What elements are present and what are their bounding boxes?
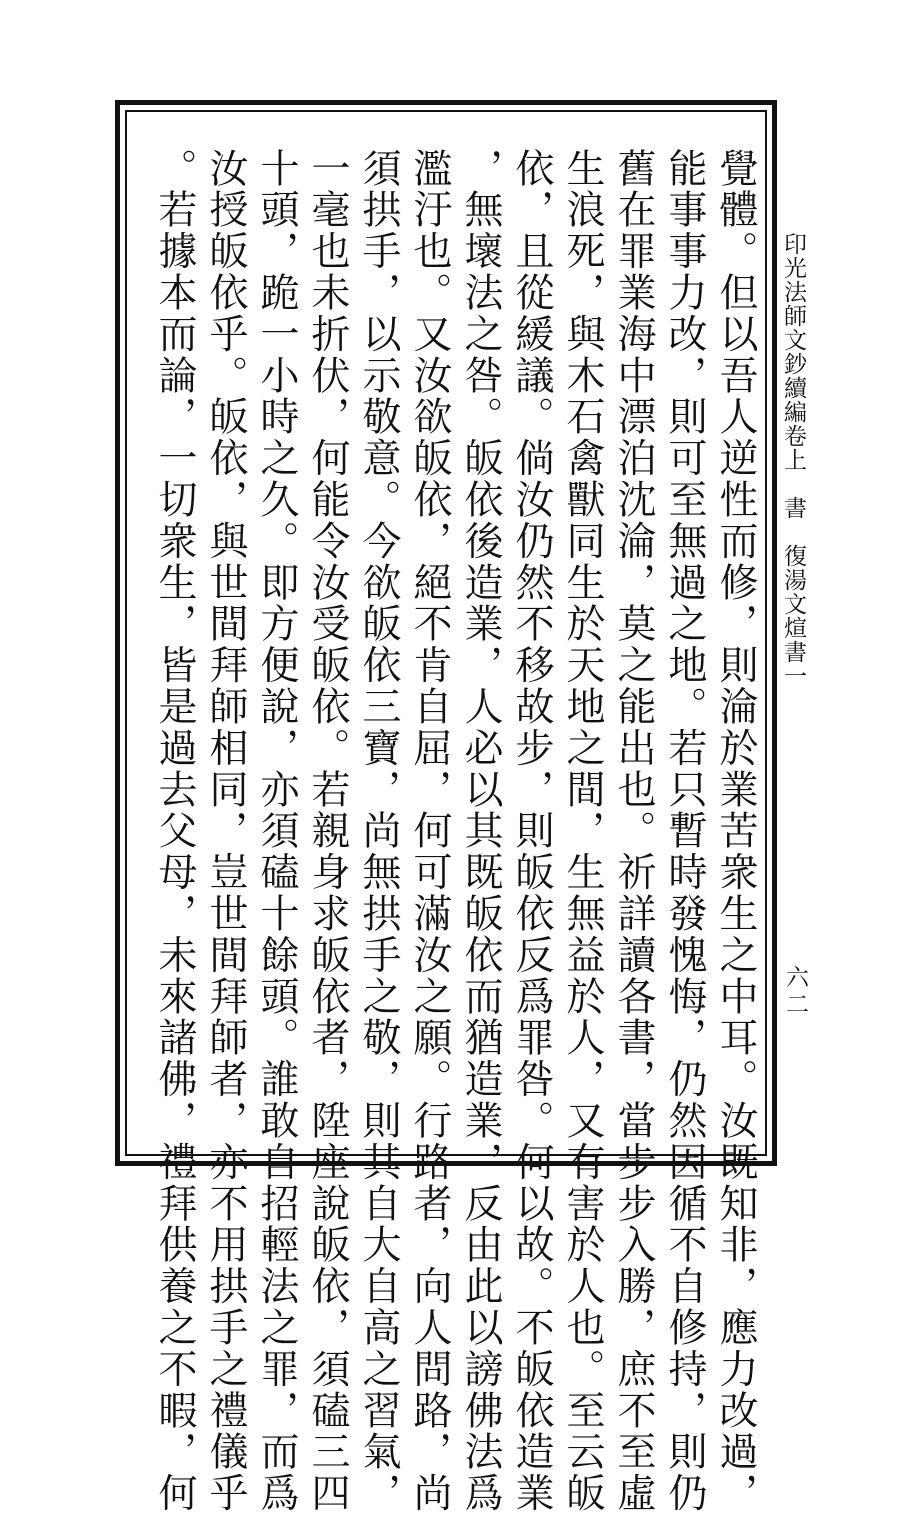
text-column-2: 能事事力改，則可至無過之地。若只暫時發愧悔，仍然因循不自修持，則仍 [662, 148, 707, 1514]
text-column-12: 。若據本而論，一切衆生，皆是過去父母，未來諸佛，禮拜供養之不暇，何 [152, 148, 197, 1514]
text-column-4: 生浪死，與木石禽獸同生於天地之間，生無益於人，又有害於人也。至云皈 [560, 148, 605, 1514]
text-column-9: 一毫也未折伏，何能令汝受皈依。若親身求皈依者，陞座說皈依，須磕三四 [305, 148, 350, 1514]
running-header: 印光法師文鈔續編卷上 書 復湯文煊書一 [780, 232, 806, 688]
page-number: 六二 [782, 965, 808, 1019]
text-column-5: 依，且從緩議。倘汝仍然不移故步，則皈依反爲罪咎。何以故。不皈依造業 [509, 148, 554, 1514]
text-column-8: 須拱手，以示敬意。今欲皈依三寶，尚無拱手之敬，則其自大自高之習氣， [356, 148, 401, 1514]
text-column-6: ，無壞法之咎。皈依後造業，人必以其既皈依而猶造業，反由此以謗佛法爲 [458, 148, 503, 1514]
text-column-7: 濫汙也。又汝欲皈依，絕不肯自屈，何可滿汝之願。行路者，向人問路，尚 [407, 148, 452, 1514]
text-column-3: 舊在罪業海中漂泊沈淪，莫之能出也。祈詳讀各書，當步步入勝，庶不至虛 [611, 148, 656, 1514]
text-column-11: 汝授皈依乎。皈依，與世間拜師相同，豈世間拜師者，亦不用拱手之禮儀乎 [203, 148, 248, 1514]
text-column-1: 覺體。但以吾人逆性而修，則淪於業苦衆生之中耳。汝既知非，應力改過， [713, 148, 758, 1514]
text-column-10: 十頭，跪一小時之久。即方便說，亦須磕十餘頭。誰敢自招輕法之罪，而爲 [254, 148, 299, 1514]
